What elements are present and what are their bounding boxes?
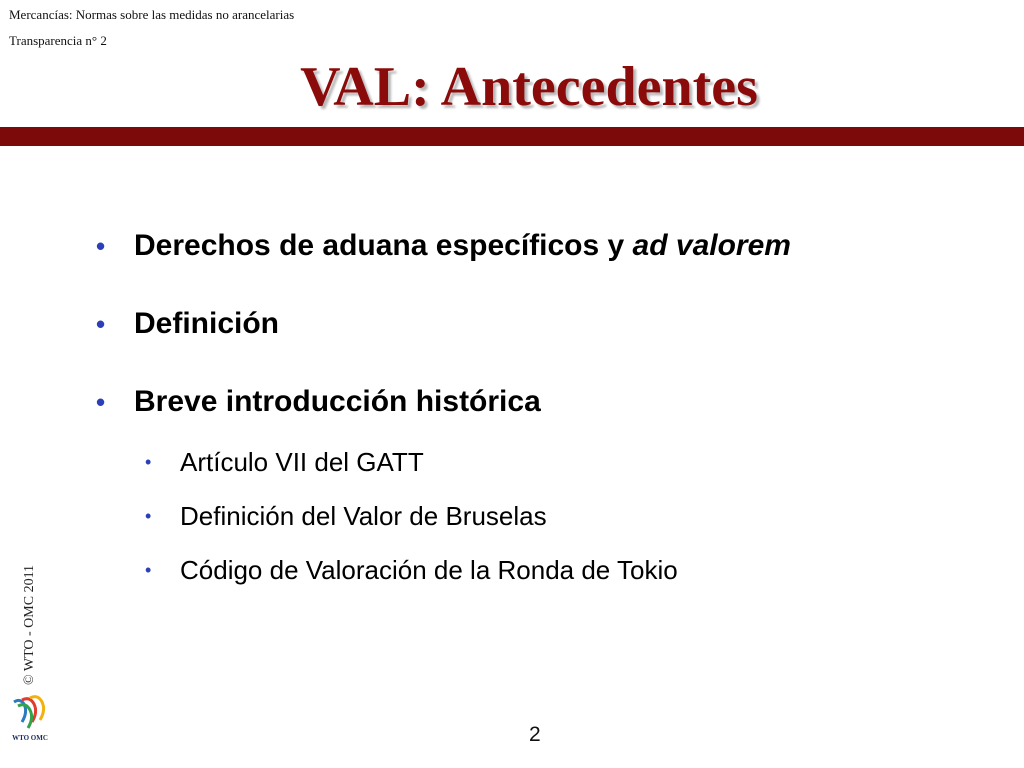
logo-text: WTO OMC — [12, 734, 48, 742]
copyright-notice: © WTO - OMC 2011 — [22, 564, 37, 685]
bullet-icon: • — [96, 309, 106, 339]
title-divider-bar — [0, 127, 1024, 146]
subbullet-icon: • — [145, 452, 152, 472]
slide-title: VAL: Antecedentes — [300, 56, 758, 118]
bullet-text: Breve introducción histórica — [134, 385, 541, 418]
page-number: 2 — [529, 723, 541, 746]
header-slide-number: Transparencia n° 2 — [9, 33, 107, 48]
bullet-text: Derechos de aduana específicos y ad valorem — [134, 229, 791, 262]
bullet-italic: ad valorem — [632, 229, 791, 262]
subbullet-text: Definición del Valor de Bruselas — [180, 501, 547, 531]
bullet-icon: • — [96, 387, 106, 417]
header-course-title: Mercancías: Normas sobre las medidas no arancelarias — [9, 7, 295, 22]
subbullet-icon: • — [145, 560, 152, 580]
bullet-icon: • — [96, 231, 106, 261]
subbullet-icon: • — [145, 506, 152, 526]
bullet-text: Definición — [134, 307, 280, 340]
subbullet-text: Artículo VII del GATT — [180, 447, 424, 477]
subbullet-text: Código de Valoración de la Ronda de Tokio — [180, 555, 678, 585]
wto-logo — [8, 692, 52, 744]
